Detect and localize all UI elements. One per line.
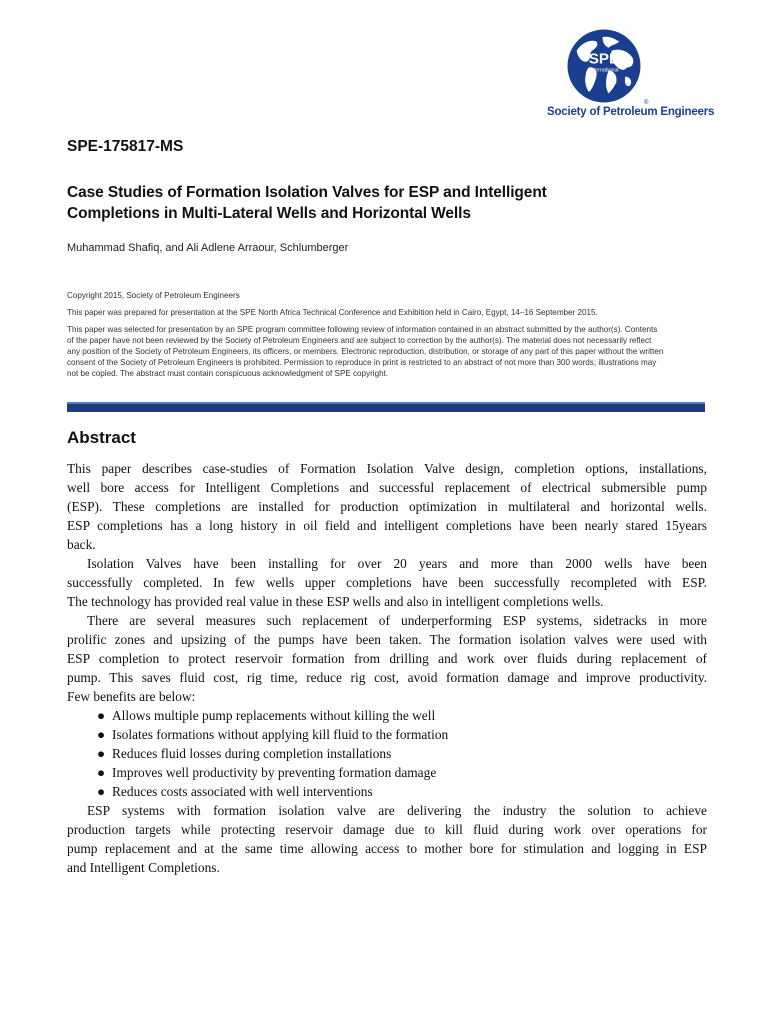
list-item-text: Improves well productivity by preventing formation damage [112,765,437,780]
paper-title-line: Case Studies of Formation Isolation Valves for ESP and Intelligent [67,184,547,201]
list-item [97,706,707,725]
text-line: and Intelligent Completions. [67,860,220,875]
bullet-icon: ● [97,727,106,742]
bullet-icon: ● [97,765,106,780]
authors: Muhammad Shafiq, and Ali Adlene Arraour, Schlumberger [67,242,349,254]
text-line: pump replacement and at the same time allowing access to mother bore for stimulation and logging in ESP [67,841,707,856]
list-item-text: Isolates formations without applying kill fluid to the formation [112,727,449,742]
list-item-text: Reduces fluid losses during completion installations [112,746,392,761]
abstract-body [67,459,707,877]
logo-globe-subtext: International [589,67,619,74]
list-item [97,744,707,763]
logo-globe-text: SPE [588,50,620,68]
paper-id: SPE-175817-MS [67,138,184,155]
conference-line: This paper was prepared for presentation at the SPE North Africa Technical Conference and Exhibition held in Cairo, Egypt, 14–16 September 2015. [67,308,598,317]
review-notice-line: of the paper have not been reviewed by the Society of Petroleum Engineers and are subject to correction by the author(s). The material does not necessarily reflect [67,336,652,345]
bullet-icon: ● [97,746,106,761]
review-notice-line: consent of the Society of Petroleum Engineers is prohibited. Permission to reproduce in print is restricted to an abstract of not more than 300 words; illustrations may [67,358,657,367]
text-line: ESP systems with formation isolation valve are delivering the industry the solution to achieve [87,803,707,818]
text-line: pump. This saves fluid cost, rig time, reduce rig cost, avoid formation damage and improve productivity. [67,670,707,685]
text-line: well bore access for Intelligent Completions and successful replacement of electrical submersible pump [67,480,707,495]
text-line: successfully completed. In few wells upper completions have been successfully recompleted with ESP. [67,575,707,590]
list-item [97,782,707,801]
paper-title [67,182,707,224]
abstract-paragraph-4 [67,801,707,877]
list-item [97,763,707,782]
copyright-line: Copyright 2015, Society of Petroleum Engineers [67,291,240,300]
logo-caption: Society of Petroleum Engineers [547,106,715,118]
review-notice [67,324,707,379]
bullet-icon: ● [97,784,106,799]
list-item [97,725,707,744]
bullet-icon: ● [97,708,106,723]
globe-icon [566,28,642,104]
review-notice-line: not be copied. The abstract must contain conspicuous acknowledgment of SPE copyright. [67,369,389,378]
text-line: Isolation Valves have been installing for over 20 years and more than 2000 wells have been [87,556,707,571]
review-notice-line: any position of the Society of Petroleum Engineers, its officers, or members. Electronic reproduction, distribution, or storage of any part of this paper without the written [67,347,664,356]
text-line: Few benefits are below: [67,689,196,704]
text-line: The technology has provided real value in these ESP wells and also in intelligent completions wells. [67,594,604,609]
text-line: prolific zones and upsizing of the pumps have been taken. The formation isolation valves were used with [67,632,707,647]
abstract-paragraph-2 [67,554,707,611]
review-notice-line: This paper was selected for presentation by an SPE program committee following review of information contained in an abstract submitted by the author(s). Contents [67,325,658,334]
copyright-block [67,290,707,385]
abstract-paragraph-1 [67,459,707,554]
list-item-text: Reduces costs associated with well interventions [112,784,373,799]
text-line: ESP completion to protect reservoir formation from drilling and work over fluids during replacement of [67,651,707,666]
list-item-text: Allows multiple pump replacements without killing the well [112,708,436,723]
text-line: This paper describes case-studies of Formation Isolation Valve design, completion options, installations, [67,461,707,476]
text-line: production targets while protecting reservoir damage due to kill fluid during work over operations for [67,822,707,837]
text-line: back. [67,537,96,552]
text-line: There are several measures such replacement of underperforming ESP systems, sidetracks in more [87,613,707,628]
paper-title-line: Completions in Multi-Lateral Wells and Horizontal Wells [67,205,471,222]
registered-mark: ® [644,100,649,106]
text-line: (ESP). These completions are installed for production optimization in multilateral and horizontal wells. [67,499,707,514]
abstract-heading: Abstract [67,428,136,447]
section-divider [67,402,705,412]
text-line: ESP completions has a long history in oil field and intelligent completions have been nearly stared 15years [67,518,707,533]
benefits-list [67,706,707,801]
spe-logo [540,28,715,123]
abstract-paragraph-3 [67,611,707,706]
